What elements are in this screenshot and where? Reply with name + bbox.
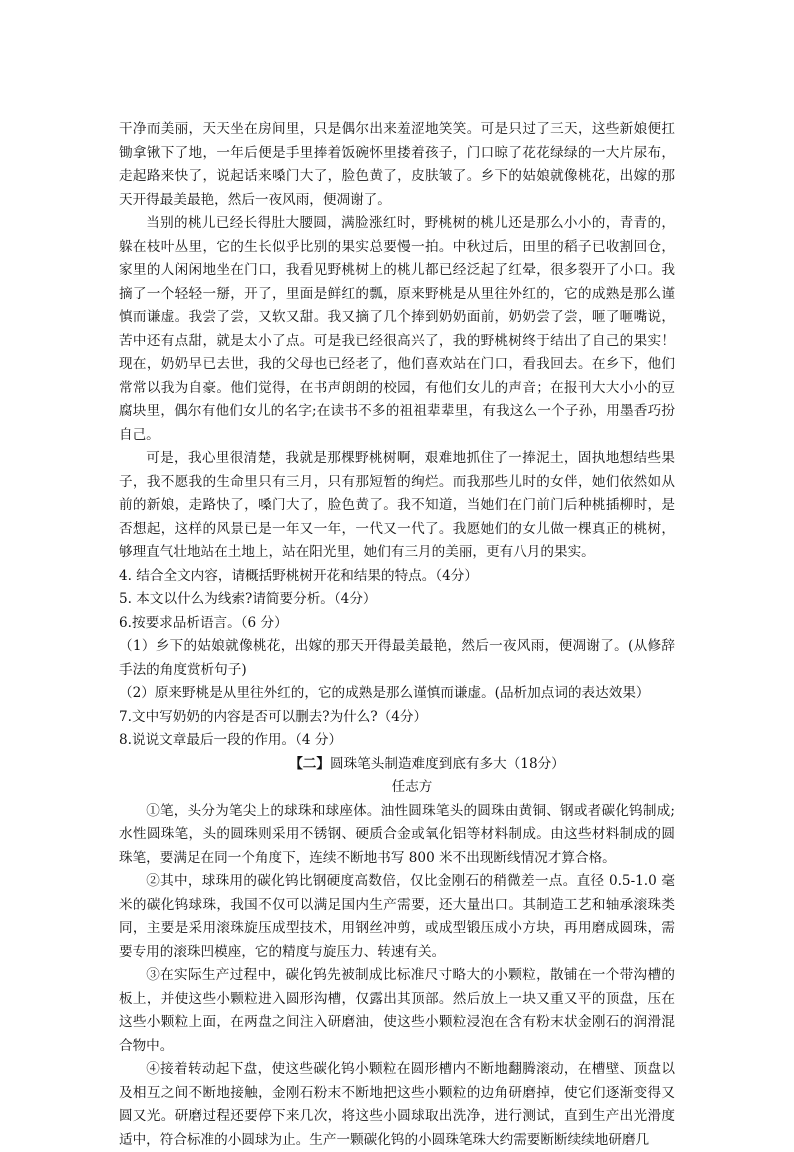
passage1-paragraph-1: 干净而美丽，天天坐在房间里，只是偶尔出来羞涩地笑笑。可是只过了三天，这些新娘便扛锄拿锹下了地，一年后便是手里捧着饭碗怀里搂着孩子，门口晾了花花绿绿的一大片尿布，走起路来快了，说起话来嗓门大了，脸色黄了，皮肤皱了。乡下的姑娘就像桃花，出嫁的那天开得最美最艳，然后一夜风雨，便凋谢了。 <box>119 121 675 208</box>
question-6-sub-2: （2）原来野桃是从里往外红的，它的成熟是那么谨慎而谦虚。(品析加点词的表达效果） <box>119 685 650 701</box>
question-6-sub-1: （1）乡下的姑娘就像桃花，出嫁的那天开得最美最艳，然后一夜风雨，便凋谢了。(从修辞手法的角度赏析句子) <box>119 638 675 678</box>
passage2-paragraph-3: ③在实际生产过程中，碳化钨先被制成比标准尺寸略大的小颗粒，散铺在一个带沟槽的板上，并使这些小颗粒进入圆形沟槽，仅露出其顶部。然后放上一块又重又平的顶盘，压在这些小颗粒上面，在两盘之间注入研磨油，使这些小颗粒浸泡在含有粉末状金刚石的润滑混合物中。 <box>119 967 675 1054</box>
section-title <box>119 753 675 777</box>
passage2-paragraph-1: ①笔，头分为笔尖上的球珠和球座体。油性圆珠笔头的圆珠由黄铜、钢或者碳化钨制成;水性圆珠笔，头的圆珠则采用不锈钢、硬质合金或氧化铝等材料制成。由这些材料制成的圆珠笔，要满足在同一个角度下，连续不断地书写 800 米不出现断线情况才算合格。 <box>119 802 675 866</box>
document-page <box>119 118 675 1152</box>
question-7: 7.文中写奶奶的内容是否可以删去?为什么?（4分） <box>119 708 428 725</box>
question-8: 8.说说文章最后一段的作用。（4 分） <box>119 732 343 748</box>
passage2-paragraph-2: ②其中，球珠用的碳化钨比钢硬度高数倍，仅比金刚石的稍微差一点。直径 0.5-1.0 毫米的碳化钨球珠，我国不仅可以满足国内生产需要，还大量出口。其制造工艺和轴承滚珠类同，主要是采用滚珠旋压成型技术，用钢丝冲剪，或成型锻压成小方块，再用磨成圆珠，需要专用的滚珠凹模座，它的精度与旋压力、转速有关。 <box>119 873 675 960</box>
section-title-mark: 【二】 <box>289 755 330 772</box>
question-4: 4. 结合全文内容，请概括野桃树开花和结果的特点。（4分） <box>119 567 478 584</box>
passage1-paragraph-3: 可是，我心里很清楚，我就是那棵野桃树啊，艰难地抓住了一捧泥土，固执地想结些果子，我不愿我的生命里只有三月，只有那短暂的绚烂。而我那些儿时的女伴，她们依然如从前的新娘，走路快了，嗓门大了，脸色黄了。我不知道，当她们在门前门后种桃插柳时，是否想起，这样的风景已是一年又一年，一代又一代了。我愿她们的女儿做一棵真正的桃树，够理直气壮地站在土地上，站在阳光里，她们有三月的美丽，更有八月的果实。 <box>119 450 675 560</box>
question-6: 6.按要求品析语言。（6 分） <box>119 614 288 631</box>
passage2-paragraph-4: ④接着转动起下盘，使这些碳化钨小颗粒在圆形槽内不断地翻腾滚动，在槽壁、顶盘以及相互之间不断地接触，金刚石粉末不断地把这些小颗粒的边角研磨掉，使它们逐渐变得又圆又光。研磨过程还要停下来几次，将这些小圆球取出洗净，进行测试，直到生产出光滑度适中，符合标准的小圆球为止。生产一颗碳化钨的小圆珠笔珠大约需要断断续续地研磨几 <box>119 1061 675 1148</box>
section-title-text: 圆珠笔头制造难度到底有多大（18分） <box>329 755 565 772</box>
author: 任志方 <box>391 779 433 795</box>
passage1-paragraph-2: 当别的桃儿已经长得肚大腰圆，满脸涨红时，野桃树的桃儿还是那么小小的，青青的，躲在枝叶丛里，它的生长似乎比别的果实总要慢一拍。中秋过后，田里的稻子已收割回仓，家里的人闲闲地坐在门口，我看见野桃树上的桃儿都已经泛起了红晕，很多裂开了小口。我摘了一个轻轻一掰，开了，里面是鲜红的瓢，原来野桃是从里往外红的，它的成熟是那么谨慎而谦虚。我尝了尝，又软又甜。我又摘了几个捧到奶奶面前，奶奶尝了尝，咂了咂嘴说，苦中还有点甜，就是太小了点。可是我已经很高兴了，我的野桃树终于结出了自己的果实！现在，奶奶早已去世，我的父母也已经老了，他们喜欢站在门口，看我回去。在乡下，他们常常以我为自豪。他们觉得，在书声朗朗的校园，有他们女儿的声音；在报刊大大小小的豆腐块里，偶尔有他们女儿的名字;在读书不多的祖祖辈辈里，有我这么一个子孙，用墨香巧扮自己。 <box>119 215 675 443</box>
question-5: 5. 本文以什么为线索?请简要分析。（4分） <box>119 591 377 607</box>
